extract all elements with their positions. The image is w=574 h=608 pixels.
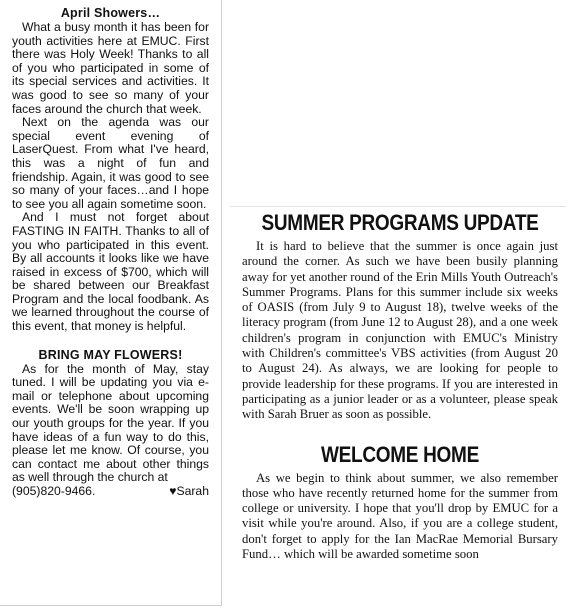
right-column [230, 206, 566, 604]
left-column [0, 0, 222, 606]
welcome-home-heading: WELCOME HOME [321, 442, 479, 468]
april-showers-heading: April Showers… [60, 6, 161, 20]
april-paragraph-1: What a busy month it has been for youth activities here at EMUC. First there was Holy Week! Thanks to all of you who participated in some of its special services and activities. It was good to see so many of your faces around the church that week. [12, 20, 209, 116]
signature-row [12, 485, 209, 499]
phone-number: (905)820-9466. [12, 484, 96, 498]
may-flowers-heading: BRING MAY FLOWERS! [38, 347, 183, 362]
may-paragraph: As for the month of May, stay tuned. I will be updating you via e-mail or telephone about upcoming events. We'll be soon wrapping up our youth groups for the year. If you have ideas of a fun way to do this, please let me know. Of course, you can contact me about other things as well through the church at [12, 361, 209, 485]
summer-paragraph: It is hard to believe that the summer is once again just around the corner. As such we have been busily planning away for yet another round of the Erin Mills Youth Outreach's Summer Programs. Plans for this summer include six weeks of OASIS (from July 9 to August 18), twelve weeks of the literacy program (from June 12 to August 28), and a one week children's program in conjunction with EMUC's Ministry with Children's committee's VBS activities (from August 20 to August 24). As always, we are looking for people to provide leadership for these programs. If you are interested in participating as a junior leader or as a volunteer, please speak with Sarah Bruer as soon as possible. [242, 239, 558, 422]
signature: ♥Sarah [169, 484, 209, 498]
april-paragraph-2: Next on the agenda was our special event evening of LaserQuest. From what I've heard, this was a night of fun and friendship. Again, it was good to see so many of your faces…and I hope to see you all again sometime soon. [12, 115, 209, 211]
summer-programs-heading: SUMMER PROGRAMS UPDATE [261, 211, 539, 236]
blank-area [222, 0, 574, 206]
welcome-paragraph: As we begin to think about summer, we also remember those who have recently returned home for the summer from college or university. I hope that you'll drop by EMUC for a visit while you're around. Also, if you are a college student, don't forget to apply for the Ian MacRae Memorial Bursary Fund… which will be awarded sometime soon [242, 470, 558, 562]
april-paragraph-3: And I must not forget about FASTING IN FAITH. Thanks to all of you who participated in this event. By all accounts it looks like we have raised in excess of $700, which will be shared between our Breakfast Program and the local foodbank. As we learned throughout the course of this event, that money is helpful. [12, 210, 209, 334]
